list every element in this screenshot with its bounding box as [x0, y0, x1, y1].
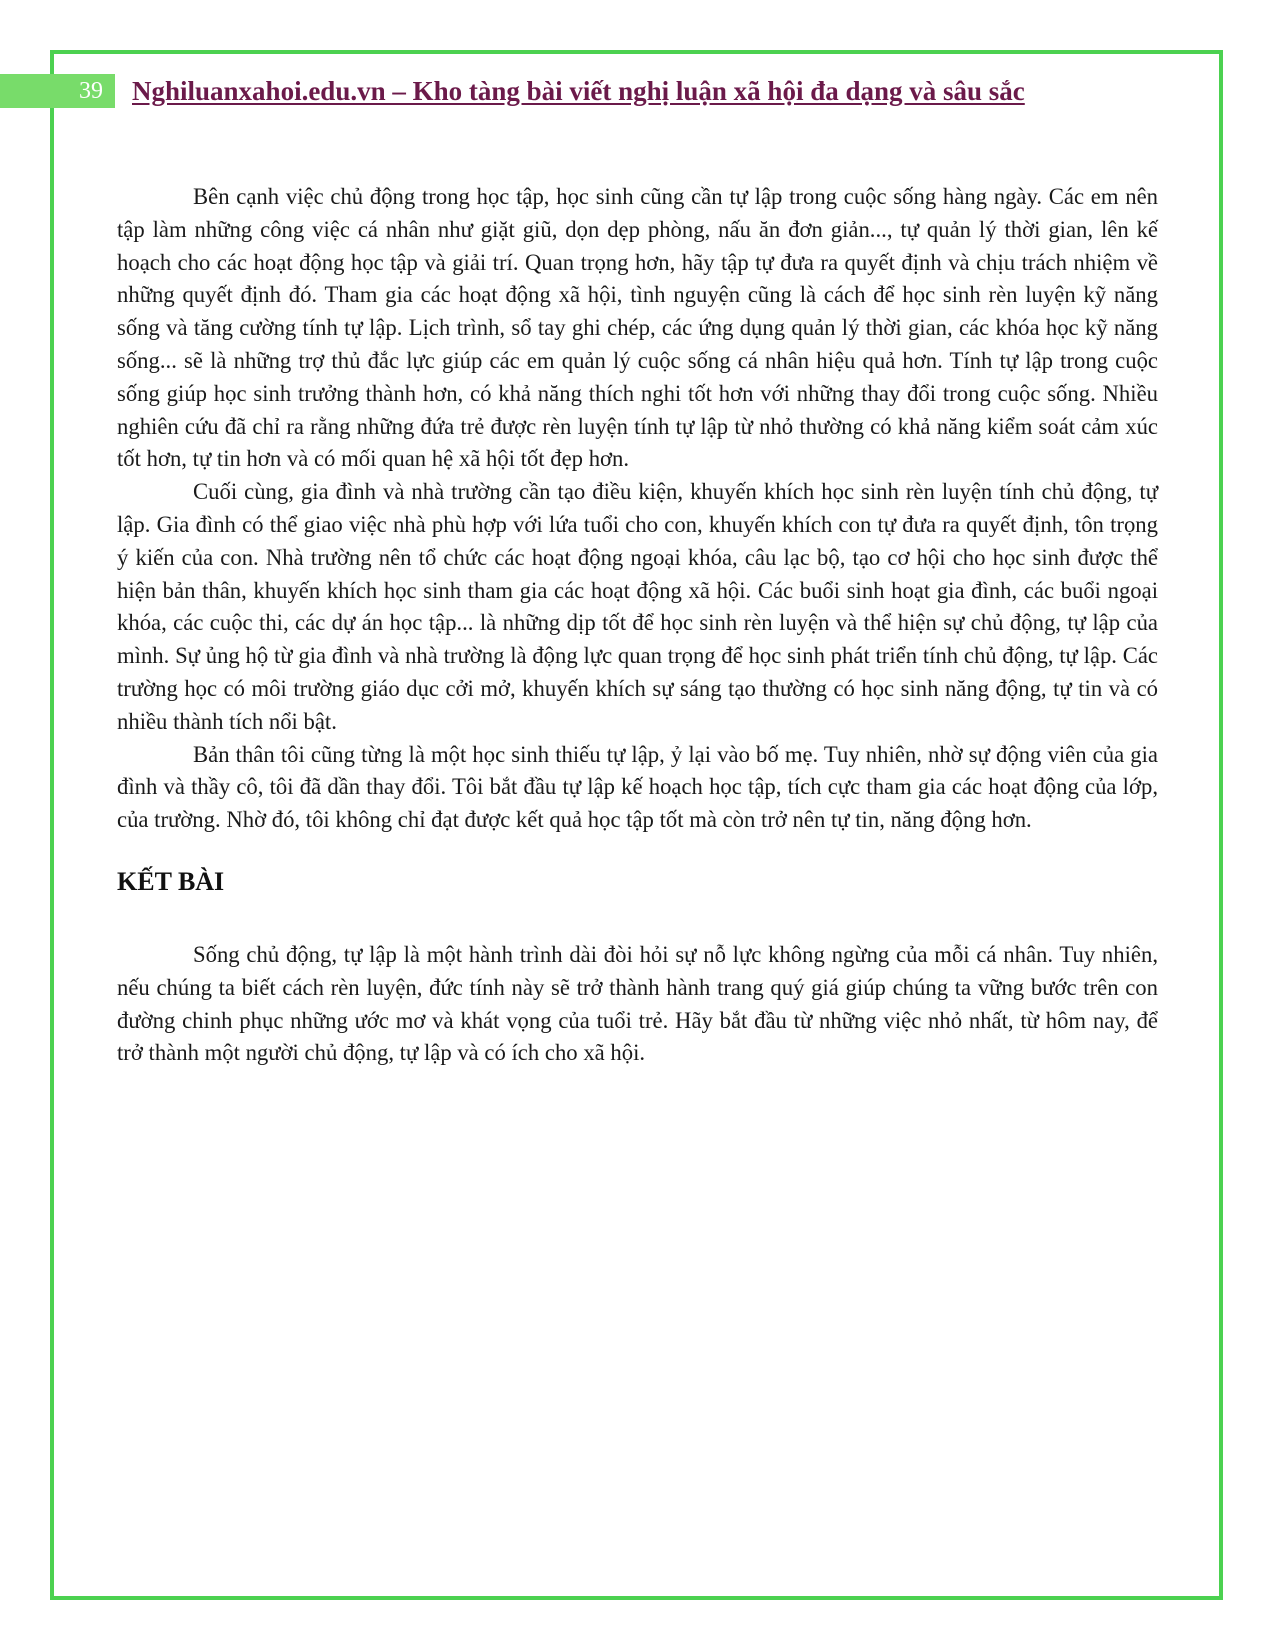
body-paragraph-3: Bản thân tôi cũng từng là một học sinh thiếu tự lập, ỷ lại vào bố mẹ. Tuy nhiên, nhờ sự động viên của gia đình và thầy cô, tôi đã dần thay đổi. Tôi bắt đầu tự lập kế hoạch học tập, tích cực tham gia các hoạt động của lớp, của trường. Nhờ đó, tôi không chỉ đạt được kết quả học tập tốt mà còn trở nên tự tin, năng động hơn. [117, 741, 1158, 833]
conclusion-heading: KẾT BÀI [117, 866, 225, 896]
conclusion-paragraph: Sống chủ động, tự lập là một hành trình dài đòi hỏi sự nỗ lực không ngừng của mỗi cá nhân. Tuy nhiên, nếu chúng ta biết cách rèn luyện, đức tính này sẽ trở thành hành trang quý giá giúp chúng ta vững bước trên con đường chinh phục những ước mơ và khát vọng của tuổi trẻ. Hãy bắt đầu từ những việc nhỏ nhất, từ hôm nay, để trở thành một người chủ động, tự lập và có ích cho xã hội. [117, 941, 1158, 1066]
body-paragraph-2: Cuối cùng, gia đình và nhà trường cần tạo điều kiện, khuyến khích học sinh rèn luyện tính chủ động, tự lập. Gia đình có thể giao việc nhà phù hợp với lứa tuổi cho con, khuyến khích con tự đưa ra quyết định, tôn trọng ý kiến của con. Nhà trường nên tổ chức các hoạt động ngoại khóa, câu lạc bộ, tạo cơ hội cho học sinh được thể hiện bản thân, khuyến khích học sinh tham gia các hoạt động xã hội. Các buổi sinh hoạt gia đình, các buổi ngoại khóa, các cuộc thi, các dự án học tập... là những dịp tốt để học sinh rèn luyện và thể hiện sự chủ động, tự lập của mình. Sự ủng hộ từ gia đình và nhà trường là động lực quan trọng để học sinh phát triển tính chủ động, tự lập. Các trường học có môi trường giáo dục cởi mở, khuyến khích sự sáng tạo thường có học sinh năng động, tự tin và có nhiều thành tích nổi bật. [117, 479, 1158, 734]
body-paragraph-1: Bên cạnh việc chủ động trong học tập, học sinh cũng cần tự lập trong cuộc sống hàng ngày. Các em nên tập làm những công việc cá nhân như giặt giũ, dọn dẹp phòng, nấu ăn đơn giản..., tự quản lý thời gian, lên kế hoạch cho các hoạt động học tập và giải trí. Quan trọng hơn, hãy tập tự đưa ra quyết định và chịu trách nhiệm về những quyết định đó. Tham gia các hoạt động xã hội, tình nguyện cũng là cách để học sinh rèn luyện kỹ năng sống và tăng cường tính tự lập. Lịch trình, sổ tay ghi chép, các ứng dụng quản lý thời gian, các khóa học kỹ năng sống... sẽ là những trợ thủ đắc lực giúp các em quản lý cuộc sống cá nhân hiệu quả hơn. Tính tự lập trong cuộc sống giúp học sinh trưởng thành hơn, có khả năng thích nghi tốt hơn với những thay đổi trong cuộc sống. Nhiều nghiên cứu đã chỉ ra rằng những đứa trẻ được rèn luyện tính tự lập từ nhỏ thường có khả năng kiểm soát cảm xúc tốt hơn, tự tin hơn và có mối quan hệ xã hội tốt đẹp hơn. [117, 184, 1158, 472]
document-content [117, 181, 1158, 1070]
site-title-link[interactable]: Nghiluanxahoi.edu.vn – Kho tàng bài viết nghị luận xã hội đa dạng và sâu sắc [132, 76, 1025, 106]
page-number: 39 [0, 74, 115, 108]
